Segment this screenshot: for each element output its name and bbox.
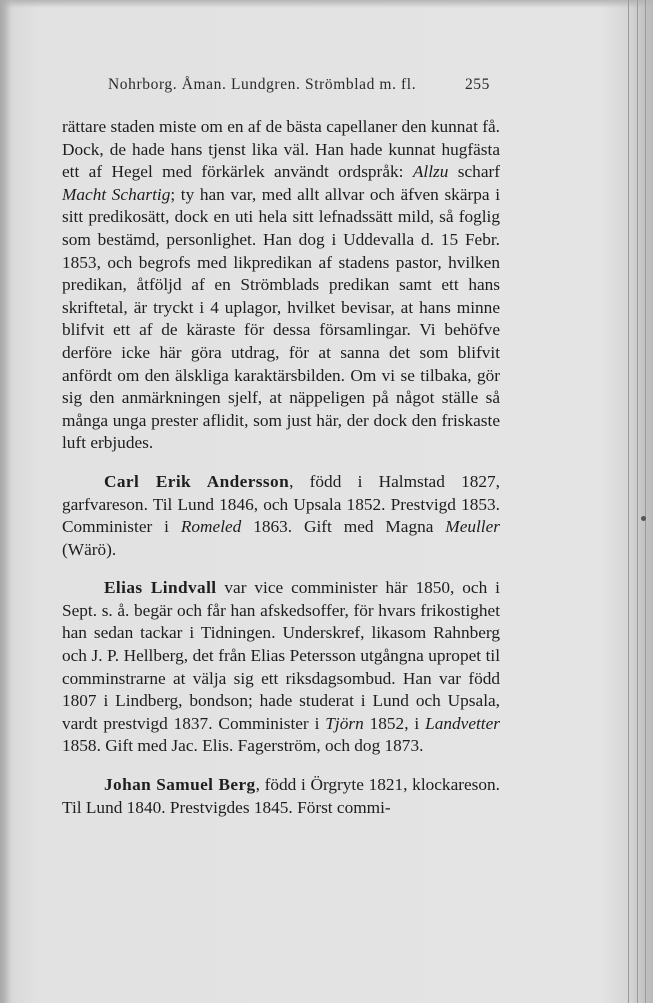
- page-number: 255: [464, 76, 490, 93]
- page-top-shadow: [0, 0, 653, 8]
- page-left-shadow: [0, 0, 10, 1003]
- ink-speck: [641, 516, 646, 521]
- page-edge-line: [637, 0, 638, 1003]
- entry-name: Johan Samuel Berg: [104, 775, 256, 795]
- running-header: [108, 76, 490, 100]
- body-text: [62, 116, 500, 819]
- entry-elias-lindvall: Elias Lindvall var vice comminister här 1850, och i Sept. s. å. begär och får han afskedsoffer, för hvars frikostighet han sedan tackar i Tidningen. Underskref, likasom Rahnberg och J. P. Hellberg, det från Elias Petersson utgångna upropet til comminstrarne at välja sig ett riksdagsombud. Han var född 1807 i Lindberg, bondson; hade studerat i Lund och Upsala, vardt prestvigd 1837. Comminister i Tjörn 1852, i Landvetter 1858. Gift med Jac. Elis. Fagerström, och dog 1873.: [62, 578, 500, 756]
- entry-name: Elias Lindvall: [104, 578, 217, 598]
- page-edge-line: [628, 0, 629, 1003]
- paragraph-continuation: rättare staden miste om en af de bästa capellaner den kunnat få. Dock, de hade hans tjenst lika väl. Han hade kunnat hugfästa ett af Hegel med förkärlek användt ordspråk: Allzu scharf Macht Schartig; ty han var, med allt allvar och äfven skärpa i sitt predikosätt, dock en uti hela sitt lefnadssätt mild, så foglig som bestämd, personlighet. Han dog i Uddevalla d. 15 Febr. 1853, och begrofs med likpredikan af stadens pastor, hvilken predikan, åtföljd af en Strömblads predikan samt ett hans skriftetal, är tryckt i 4 uplagor, hvilket bevisar, at hans minne blifvit ett af de käraste för dessa församlingar. Vi behöfve derföre icke här göra utdrag, för at sanna det som blifvit anfördt om den älskliga karaktärsbilden. Om vi se tilbaka, gör sig den anmärkningen sjelf, at näppeligen på något ställe så många unga prester aflidit, som just här, der dock den friskaste luft erbjudes.: [62, 117, 501, 453]
- entry-name: Carl Erik Andersson: [104, 471, 290, 491]
- running-title: Nohrborg. Åman. Lundgren. Strömblad m. fl.: [108, 76, 417, 93]
- entry-carl-erik-andersson: Carl Erik Andersson, född i Halmstad 1827, garfvareson. Til Lund 1846, och Upsala 1852. Prestvigd 1853. Comminister i Romeled 1863. Gift med Magna Meuller (Wärö).: [62, 471, 501, 559]
- entry-johan-samuel-berg: Johan Samuel Berg, född i Örgryte 1821, klockareson. Til Lund 1840. Prestvigdes 1845. Först commi-: [62, 775, 500, 817]
- page-edge-line: [645, 0, 646, 1003]
